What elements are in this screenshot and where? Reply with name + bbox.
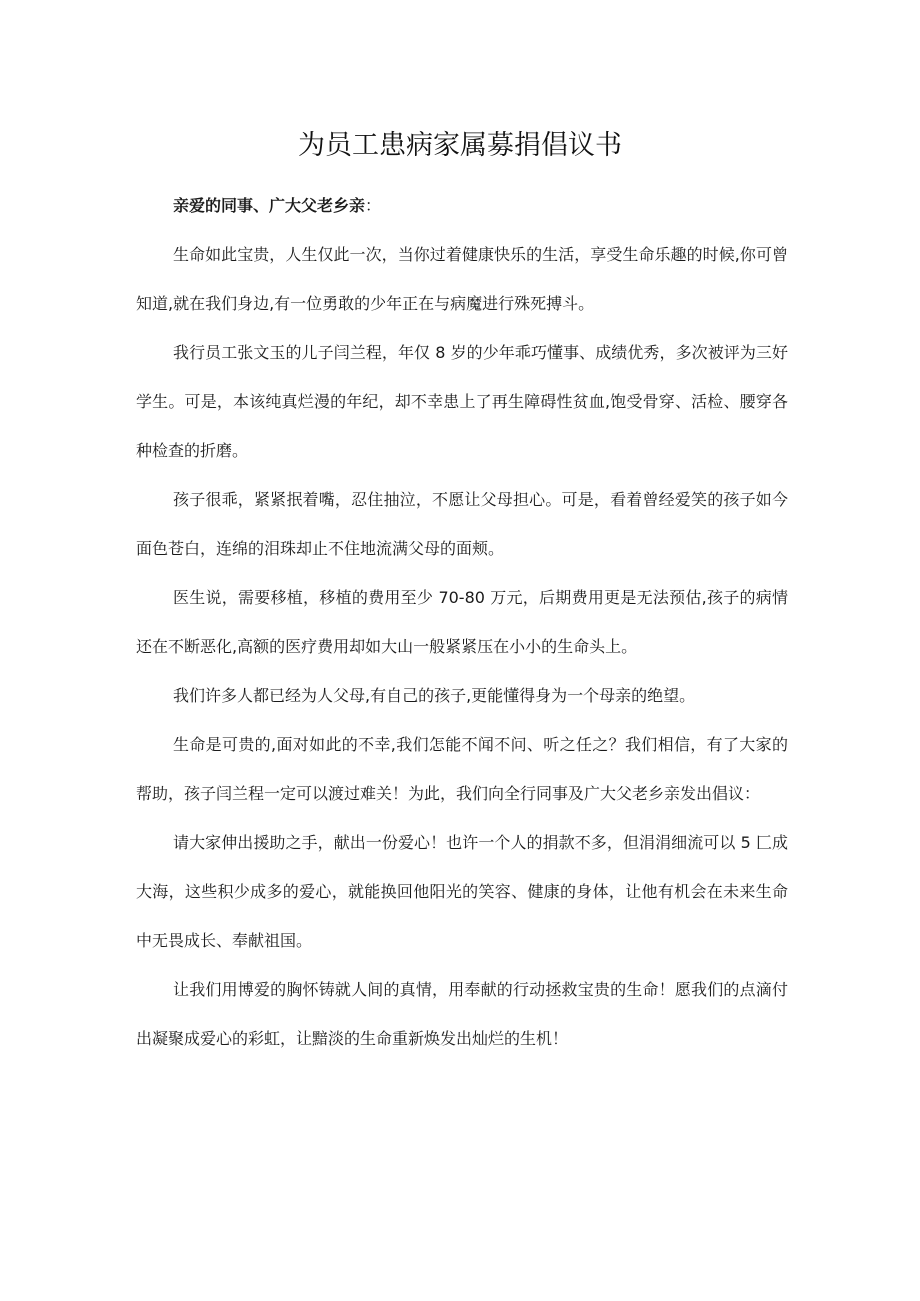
paragraph-4: 医生说，需要移植，移植的费用至少 70-80 万元，后期费用更是无法预估,孩子的病情还在不断恶化,高额的医疗费用却如大山一般紧紧压在小小的生命头上。 [136, 588, 788, 656]
paragraph-5: 我们许多人都已经为人父母,有自己的孩子,更能懂得身为一个母亲的绝望。 [173, 686, 696, 705]
paragraph-1: 生命如此宝贵，人生仅此一次，当你过着健康快乐的生活，享受生命乐趣的时候,你可曾知道,就在我们身边,有一位勇敢的少年正在与病魔进行殊死搏斗。 [136, 245, 788, 313]
paragraph-6: 生命是可贵的,面对如此的不幸,我们怎能不闻不问、听之任之？我们相信，有了大家的帮助，孩子闫兰程一定可以渡过难关！为此，我们向全行同事及广大父老乡亲发出倡议： [136, 735, 788, 803]
paragraph-8: 让我们用博爱的胸怀铸就人间的真情，用奉献的行动拯救宝贵的生命！愿我们的点滴付出凝聚成爱心的彩虹，让黯淡的生命重新焕发出灿烂的生机！ [136, 980, 788, 1048]
paragraph-2: 我行员工张文玉的儿子闫兰程，年仅 8 岁的少年乖巧懂事、成绩优秀，多次被评为三好学生。可是，本该纯真烂漫的年纪，却不幸患上了再生障碍性贫血,饱受骨穿、活检、腰穿各种检查的折磨。 [136, 343, 788, 460]
document-title: 为员工患病家属募捐倡议书 [298, 130, 622, 161]
document-body [136, 181, 788, 1063]
paragraph-7: 请大家伸出援助之手，献出一份爱心！也许一个人的捐款不多，但涓涓细流可以 5 匚成大海，这些积少成多的爱心，就能换回他阳光的笑容、健康的身体，让他有机会在未来生命中无畏成长、奉献祖国。 [136, 833, 788, 950]
paragraph-3: 孩子很乖，紧紧抿着嘴，忍住抽泣，不愿让父母担心。可是，看着曾经爱笑的孩子如今面色苍白，连绵的泪珠却止不住地流满父母的面颊。 [136, 490, 788, 558]
salutation [136, 181, 788, 230]
salutation-colon: ： [365, 196, 382, 215]
salutation-text: 亲爱的同事、广大父老乡亲 [173, 196, 366, 215]
